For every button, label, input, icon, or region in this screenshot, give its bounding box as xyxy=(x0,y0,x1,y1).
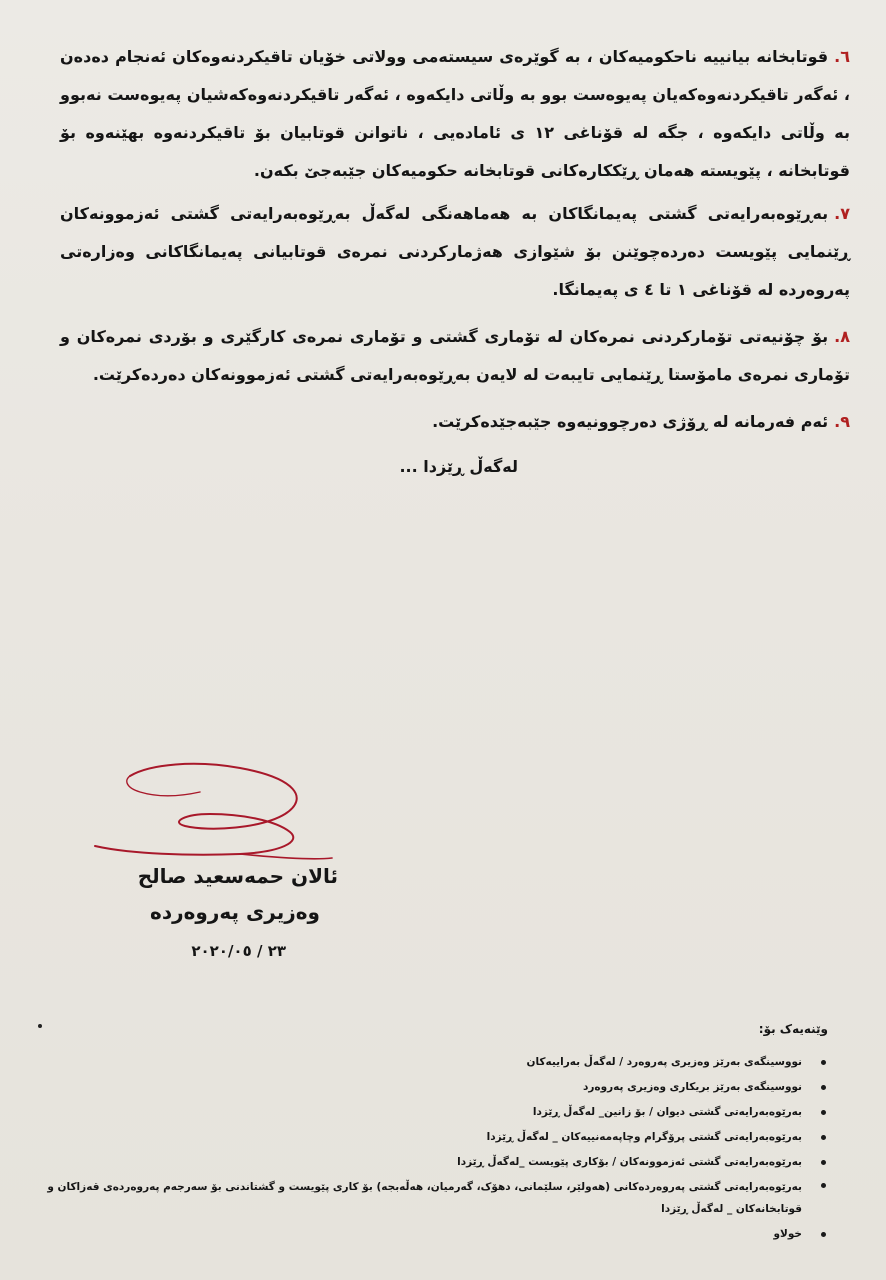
paragraph-6 xyxy=(60,38,850,190)
cc-list-item: نووسینگەی بەرێز وەزیری پەروەرد / لەگەڵ بەراییەکان xyxy=(40,1050,828,1075)
paragraph-8 xyxy=(60,318,850,394)
cc-list-item: بەرێوەبەرایەتی گشتی ئەزموونەکان / بۆکاری پێویست _لەگەڵ ڕێزدا xyxy=(40,1150,828,1175)
paragraph-text: بۆ چۆنیەتی تۆمارکردنی نمرەکان لە تۆماری گشتی و تۆماری نمرەی کارگێری و بۆردی نمرەکان و تۆماری نمرەی مامۆستا ڕێنمایی تایبەت لە لایەن بەڕێوەبەرایەتی گشتی ئەزموونەکان دەردەکرێت. xyxy=(60,327,850,384)
closing-text: لەگەڵ ڕێزدا ... xyxy=(399,457,518,476)
cc-list-item: خولاو xyxy=(40,1222,828,1247)
paragraph-text: بەڕێوەبەرایەتی گشتی پەیمانگاکان بە هەماهەنگی لەگەڵ بەڕێوەبەرایەتی گشتی ئەزموونەکان ڕێنمایی پێویست دەردەچوێنن بۆ شێوازی هەژمارکردنی نمرەی قوتابیانی پەیمانگاکانی وەزارەتی پەروەردە لە قۆناغی ١ تا ٤ ی پەیمانگا. xyxy=(60,204,850,299)
paragraph-number: ٨. xyxy=(834,327,850,346)
cc-list-item: نووسینگەی بەرێز بریکاری وەزیری پەروەرد xyxy=(40,1075,828,1100)
cc-list-item: بەرێوەبەرایەتی گشتی دیوان / بۆ زانین_ لەگەڵ ڕێزدا xyxy=(40,1100,828,1125)
handwritten-signature xyxy=(90,762,340,872)
paragraph-9 xyxy=(60,403,850,441)
paragraph-text: ئەم فەرمانە لە ڕۆژی دەرچوونیەوە جێبەجێدەکرێت. xyxy=(432,412,829,431)
paragraph-text: قوتابخانە بیانییە ناحکومیەکان ، بە گوێرەی سیستەمی وولاتی خۆیان تاقیکردنەوەکان ئەنجام دەدەن ، ئەگەر تاقیکردنەوەکەیان پەیوەست بوو بە وڵاتی دایکەوە ، ئەگەر تاقیکردنەوەکەشیان پەیوەست نەبوو بە وڵاتی دایکەوە ، جگە لە قۆناغی ١٢ ی ئامادەیی ، ناتوانن قوتابیان بۆ تاقیکردنەوە بهێنەوە بۆ قوتابخانە ، پێویستە هەمان ڕێککارەکانی قوتابخانە حکومیەکان جێبەجێ بکەن. xyxy=(60,47,850,180)
paragraph-number: ٧. xyxy=(834,204,850,223)
cc-title: وێنەیەک بۆ: xyxy=(758,1022,828,1036)
paragraph-number: ٩. xyxy=(834,412,850,431)
stray-mark xyxy=(38,1024,42,1028)
signature-stroke xyxy=(127,776,200,796)
paragraph-7 xyxy=(60,195,850,309)
signature-stroke xyxy=(95,764,297,855)
signer-title: وەزیری پەروەردە xyxy=(150,900,320,924)
cc-list xyxy=(40,1050,828,1247)
paragraph-number: ٦. xyxy=(834,47,850,66)
cc-list-item: بەرێوەبەرایەتی گشتی پەروەردەکانی (هەولێر، سلێمانی، دهۆک، گەرمیان، هەڵەبجە) بۆ کاری پێویست و گشتاندنی بۆ سەرجەم پەروەردەی قەزاکان و قوتابخانەکان _ لەگەڵ ڕێزدا xyxy=(40,1175,828,1222)
cc-list-item: بەرێوەبەرایەتی گشتی پرۆگرام وچاپەمەنییەکان _ لەگەڵ ڕێزدا xyxy=(40,1125,828,1150)
signer-name: ئالان حمەسعید صالح xyxy=(137,864,338,888)
signature-stroke xyxy=(240,854,332,859)
signature-date: ٢٣ / ٢٠٢٠/٠٥ xyxy=(191,942,286,960)
